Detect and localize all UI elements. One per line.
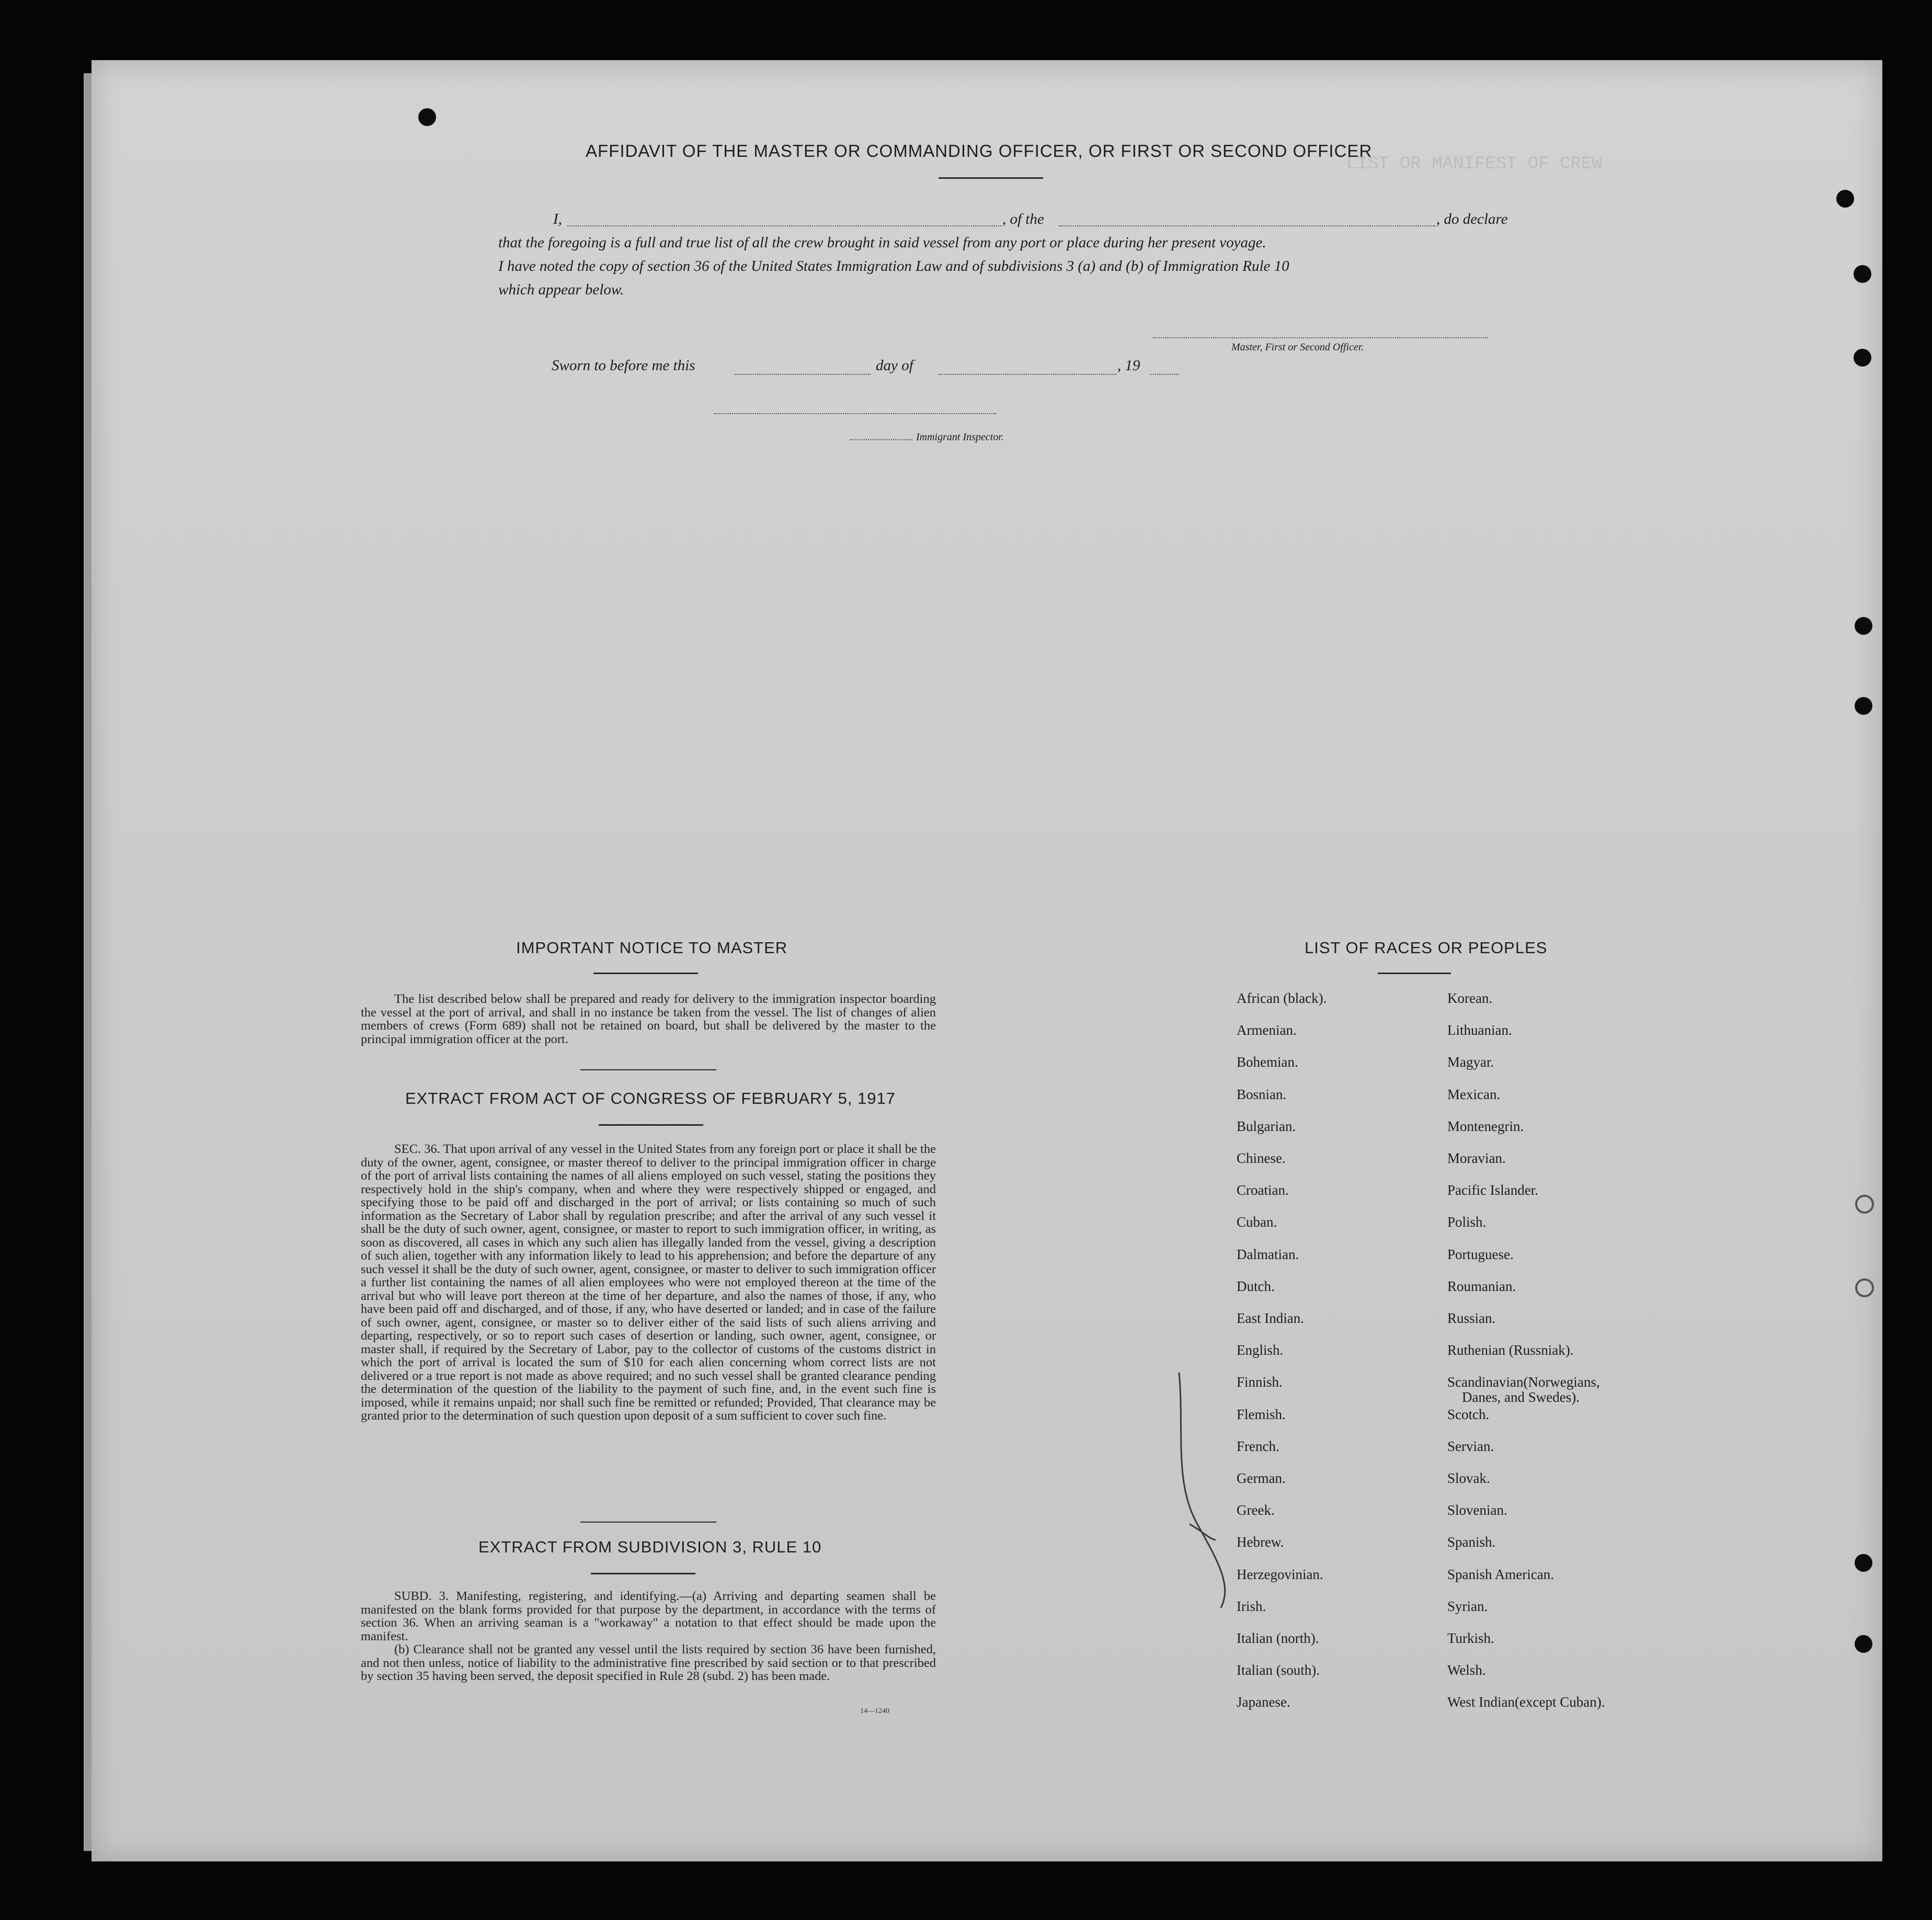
race-item: Cuban.: [1237, 1214, 1277, 1230]
race-item: Servian.: [1447, 1438, 1494, 1454]
manifest-page: [92, 60, 1882, 1861]
affidavit-title: AFFIDAVIT OF THE MASTER OR COMMANDING OFFICER, OR FIRST OR SECOND OFFICER: [586, 141, 1373, 161]
act-extract-title: EXTRACT FROM ACT OF CONGRESS OF FEBRUARY 5, 1917: [405, 1089, 896, 1107]
inspector-line[interactable]: [714, 413, 996, 414]
race-item: French.: [1237, 1438, 1279, 1454]
binder-hole: [1855, 1278, 1874, 1297]
race-item: East Indian.: [1237, 1310, 1304, 1326]
race-item: Spanish.: [1447, 1534, 1496, 1550]
act-extract-body: [361, 1142, 936, 1423]
race-item: Flemish.: [1237, 1406, 1286, 1422]
races-title: LIST OF RACES OR PEOPLES: [1305, 939, 1548, 957]
vessel-blank[interactable]: [1059, 225, 1435, 226]
race-item: Spanish American.: [1447, 1566, 1554, 1582]
binder-hole: [1855, 697, 1872, 715]
race-item: Greek.: [1237, 1502, 1275, 1518]
section-divider: [580, 1069, 716, 1070]
section-divider: [580, 1522, 716, 1523]
race-item: Roumanian.: [1447, 1278, 1516, 1294]
race-item: English.: [1237, 1342, 1284, 1358]
race-item: Russian.: [1447, 1310, 1496, 1326]
affidavit-declare: , do declare: [1436, 211, 1508, 227]
race-item: Herzegovinian.: [1237, 1566, 1323, 1582]
affidavit-line2: that the foregoing is a full and true list of all the crew brought in said vessel from any port or place during her present voyage.: [498, 234, 1266, 251]
sworn-year: , 19: [1117, 357, 1140, 374]
affidavit-of-the: , of the: [1002, 211, 1044, 227]
race-item: Scandinavian(Norwegians,: [1447, 1374, 1600, 1390]
race-item: Scotch.: [1447, 1406, 1490, 1422]
sworn-prefix: Sworn to before me this: [552, 357, 695, 374]
signature-line[interactable]: [1153, 337, 1488, 338]
rule-extract-title: EXTRACT FROM SUBDIVISION 3, RULE 10: [478, 1538, 822, 1556]
rule-extract-body: [361, 1590, 936, 1683]
sworn-day-blank[interactable]: [735, 374, 871, 375]
notice-rule: [593, 973, 698, 974]
sworn-day-of: day of: [876, 357, 913, 374]
rule-rule: [591, 1573, 695, 1574]
sworn-year-blank[interactable]: [1150, 374, 1179, 375]
race-item: Bosnian.: [1237, 1086, 1287, 1102]
inspector-stub: [850, 439, 912, 440]
inspector-caption: Immigrant Inspector.: [916, 431, 1004, 443]
race-item: Montenegrin.: [1447, 1118, 1524, 1134]
notice-body-text: The list described below shall be prepared and ready for delivery to the immigration inspector boarding the vessel at the port of arrival, and shall in no instance be taken from the vessel. The list of changes of alien members of crews (Form 689) shall not be retained on board, but shall be delivered by the master to the principal immigration officer at the port.: [361, 992, 936, 1046]
race-item: Portuguese.: [1447, 1246, 1514, 1262]
binder-hole: [1855, 1195, 1874, 1214]
affidavit-i: I,: [553, 211, 562, 227]
race-item: Croatian.: [1237, 1182, 1289, 1198]
rule-para-a: SUBD. 3. Manifesting, registering, and identifying.—(a) Arriving and departing seamen shall be manifested on the blank forms provided for that purpose by the department, in accordance with the terms of section 36. When an arriving seaman is a "workaway" a notation to that effect should be made upon the manifest.: [361, 1589, 936, 1643]
form-number: 14—1240: [860, 1707, 889, 1715]
race-item: German.: [1237, 1470, 1286, 1486]
race-item: Pacific Islander.: [1447, 1182, 1538, 1198]
pencil-check-mark: [1169, 1367, 1242, 1618]
race-item: Bulgarian.: [1237, 1118, 1296, 1134]
race-item: Polish.: [1447, 1214, 1487, 1230]
title-rule: [939, 177, 1043, 179]
race-item: Armenian.: [1237, 1022, 1297, 1038]
race-item: Slovenian.: [1447, 1502, 1507, 1518]
race-item: Welsh.: [1447, 1662, 1486, 1678]
binder-hole: [1854, 265, 1871, 283]
race-item: Ruthenian (Russniak).: [1447, 1342, 1574, 1358]
race-item: Italian (north).: [1237, 1630, 1319, 1646]
races-rule: [1378, 973, 1451, 974]
race-item: Bohemian.: [1237, 1054, 1298, 1070]
name-blank[interactable]: [567, 225, 1001, 226]
sworn-month-blank[interactable]: [939, 374, 1116, 375]
notice-title: IMPORTANT NOTICE TO MASTER: [516, 939, 788, 957]
bleed-through: LIST OR MANIFEST OF CREW: [1346, 154, 1603, 174]
affidavit-line3: I have noted the copy of section 36 of the United States Immigration Law and of subdivisions 3 (a) and (b) of Immigration Rule 10: [498, 258, 1289, 275]
race-item: Turkish.: [1447, 1630, 1494, 1646]
race-item: Dutch.: [1237, 1278, 1275, 1294]
race-item: Hebrew.: [1237, 1534, 1284, 1550]
race-item: Lithuanian.: [1447, 1022, 1512, 1038]
race-item: West Indian(except Cuban).: [1447, 1694, 1605, 1710]
binder-hole: [1855, 617, 1872, 635]
binder-hole-left: [418, 108, 436, 126]
binder-hole: [1855, 1554, 1872, 1572]
binder-hole: [1855, 1635, 1872, 1653]
race-item: African (black).: [1237, 990, 1327, 1006]
race-item: Moravian.: [1447, 1150, 1506, 1166]
binder-hole: [1854, 349, 1871, 367]
race-item: Syrian.: [1447, 1598, 1488, 1614]
act-extract-text: SEC. 36. That upon arrival of any vessel in the United States from any foreign port or place it shall be the duty of the owner, agent, consignee, or master thereof to deliver to the principal immigration officer in charge of the port of arrival lists containing the names of all aliens employed on such vessel, stating the positions they respectively hold in the ship's company, when and where they were respectively shipped or engaged, and specifying those to be paid off and discharged in the port of arrival; or lists containing so much of such information as the Secretary of Labor shall by regulation prescribe; and after the arrival of any such vessel it shall be the duty of such owner, agent, consignee, or master to report to such immigration officer, in writing, as soon as discovered, all cases in which any such alien has illegally landed from the vessel, giving a description of such alien, together with any information likely to lead to his apprehension; and before the departure of any such vessel it shall be the duty of such owner, agent, consignee, or master to deliver to such immigration officer a further list containing the names of all alien employees who were not employed thereon at the time of the arrival but who will leave port thereon at the time of her departure, and also the names of those, if any, who have been paid off and discharged, and of those, if any, who have deserted or landed; and in case of the failure of such owner, agent, consignee, or master so to deliver either of the said lists of such aliens arriving and departing, respectively, or so to report such cases of desertion or landing, such owner, agent, consignee, or master shall, if required by the Secretary of Labor, pay to the collector of customs of the customs district in which the port of arrival is located the sum of $10 for each alien concerning whom correct lists are not delivered or a true report is not made as above required; and no such vessel shall be granted clearance pending the determination of the question of the liability to the payment of such fine, and, in the event such fine is imposed, while it remains unpaid; nor shall such fine be remitted or refunded; Provided, That clearance may be granted prior to the determination of such question upon deposit of a sum sufficient to cover such fine.: [361, 1142, 936, 1423]
race-item: Dalmatian.: [1237, 1246, 1299, 1262]
act-rule: [599, 1124, 703, 1126]
race-item: Italian (south).: [1237, 1662, 1320, 1678]
binder-hole: [1836, 190, 1854, 208]
race-item: Mexican.: [1447, 1086, 1501, 1102]
signature-caption: Master, First or Second Officer.: [1231, 341, 1364, 353]
race-item: Finnish.: [1237, 1374, 1283, 1390]
rule-para-b: (b) Clearance shall not be granted any vessel until the lists required by section 36 have been furnished, and not then unless, notice of liability to the administrative fine prescribed by said section or to that prescribed by section 35 having been served, the deposit specified in Rule 28 (subd. 2) has been made.: [361, 1642, 936, 1683]
race-item: Slovak.: [1447, 1470, 1490, 1486]
race-item: Korean.: [1447, 990, 1493, 1006]
affidavit-line4: which appear below.: [498, 281, 624, 298]
race-item: Japanese.: [1237, 1694, 1290, 1710]
race-item: Magyar.: [1447, 1054, 1494, 1070]
race-item: Irish.: [1237, 1598, 1266, 1614]
race-item: Danes, and Swedes).: [1462, 1389, 1580, 1405]
race-item: Chinese.: [1237, 1150, 1286, 1166]
notice-body: [361, 992, 936, 1046]
